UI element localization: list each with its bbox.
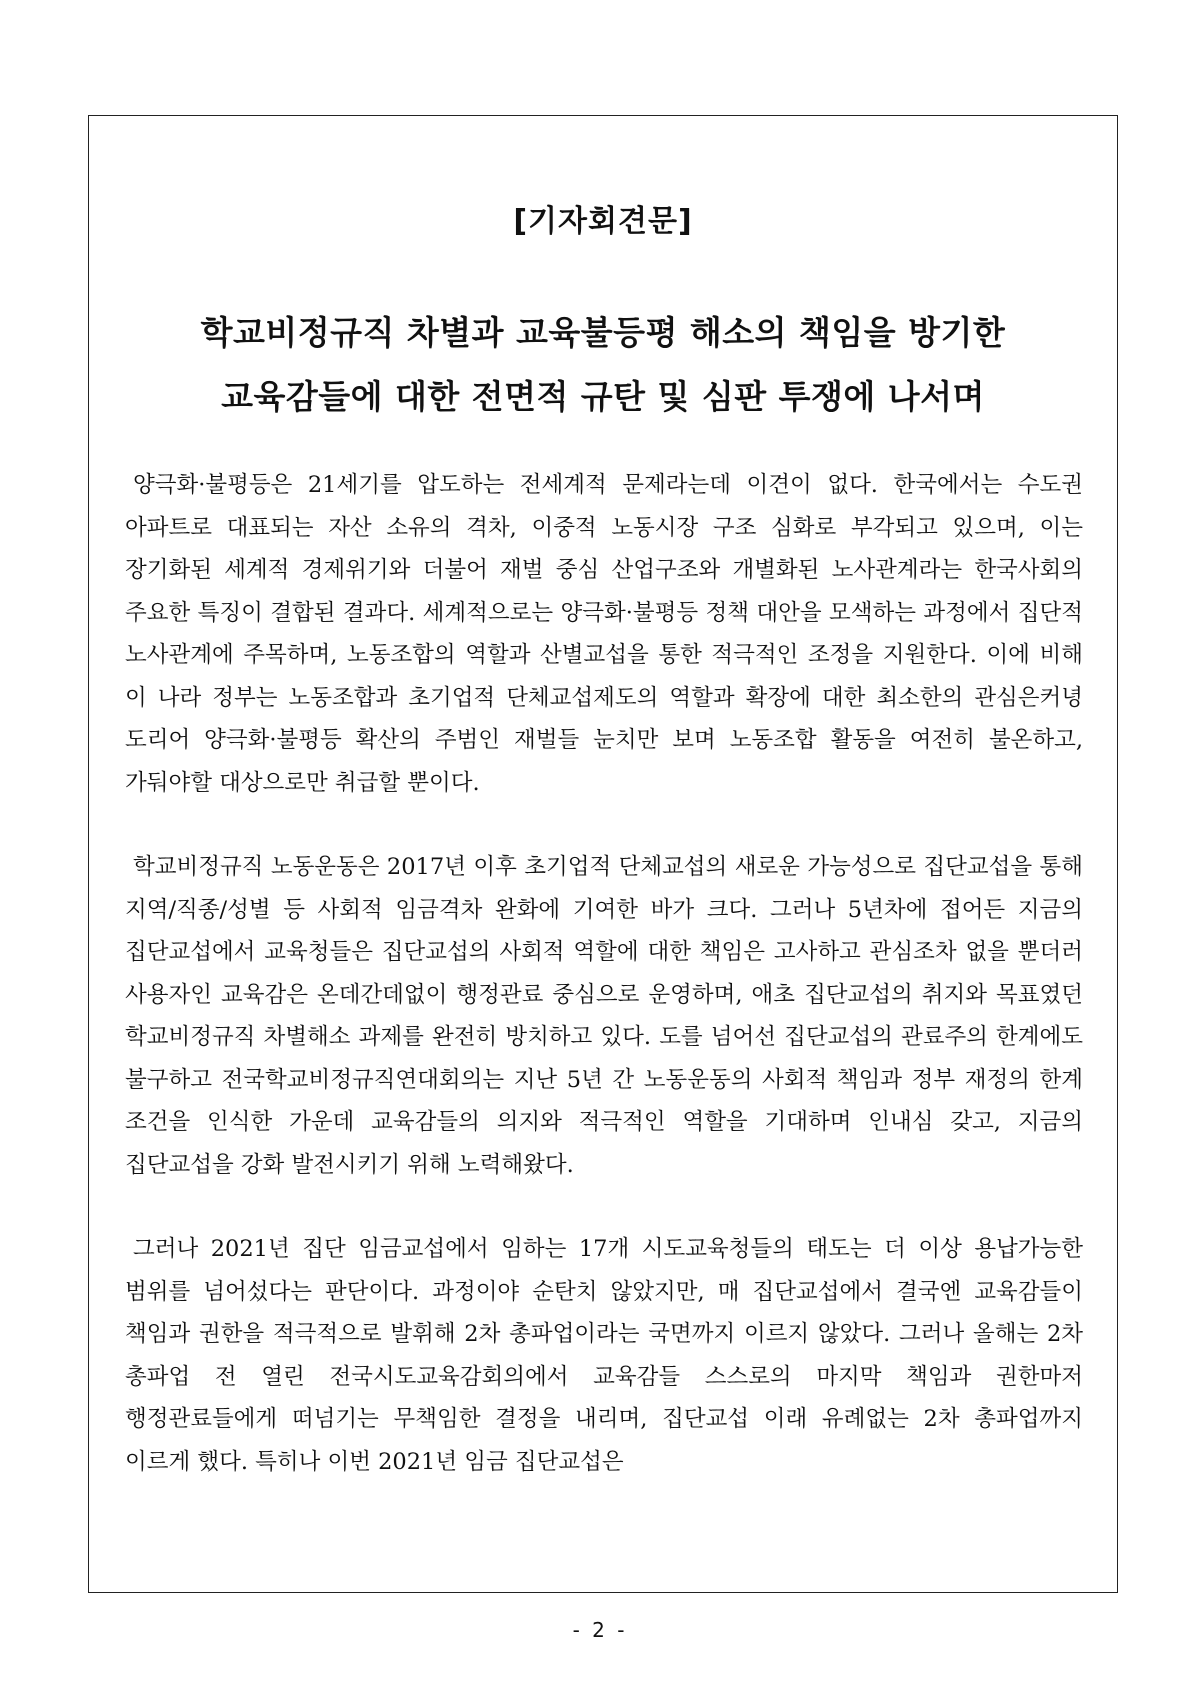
document-body — [125, 464, 1083, 1525]
title-line-2: 교육감들에 대한 전면적 규탄 및 심판 투쟁에 나서며 — [221, 377, 985, 416]
paragraph-3: 그러나 2021년 집단 임금교섭에서 임하는 17개 시도교육청들의 태도는 더 이상 용납가능한 범위를 넘어섰다는 판단이다. 과정이야 순탄치 않았지만, 매 집단교섭에서 결국엔 교육감들이 책임과 권한을 적극적으로 발휘해 2차 총파업이라는 국면까지 이르지 않았다. 그러나 올해는 2차 총파업 전 열린 전국시도교육감회의에서 교육감들 스스로의 마지막 책임과 권한마저 행정관료들에게 떠넘기는 무책임한 결정을 내리며, 집단교섭 이래 유례없는 2차 총파업까지 이르게 했다. 특히나 이번 2021년 임금 집단교섭은 — [125, 1236, 1083, 1475]
document-type-heading: [기자회견문] — [513, 204, 693, 239]
paragraph-2: 학교비정규직 노동운동은 2017년 이후 초기업적 단체교섭의 새로운 가능성으로 집단교섭을 통해 지역/직종/성별 등 사회적 임금격차 완화에 기여한 바가 크다. 그러나 5년차에 접어든 지금의 집단교섭에서 교육청들은 집단교섭의 사회적 역할에 대한 책임은 고사하고 관심조차 없을 뿐더러 사용자인 교육감은 온데간데없이 행정관료 중심으로 운영하며, 애초 집단교섭의 취지와 목표였던 학교비정규직 차별해소 과제를 완전히 방치하고 있다. 도를 넘어선 집단교섭의 관료주의 한계에도 불구하고 전국학교비정규직연대회의는 지난 5년 간 노동운동의 사회적 책임과 정부 재정의 한계 조건을 인식한 가운데 교육감들의 의지와 적극적인 역할을 기대하며 인내심 갖고, 지금의 집단교섭을 강화 발전시키기 위해 노력해왔다. — [125, 854, 1083, 1178]
document-title — [89, 301, 1117, 429]
title-line-1: 학교비정규직 차별과 교육불등평 해소의 책임을 방기한 — [200, 313, 1006, 352]
paragraph-1: 양극화·불평등은 21세기를 압도하는 전세계적 문제라는데 이견이 없다. 한국에서는 수도권 아파트로 대표되는 자산 소유의 격차, 이중적 노동시장 구조 심화로 부각되고 있으며, 이는 장기화된 세계적 경제위기와 더불어 재벌 중심 산업구조와 개별화된 노사관계라는 한국사회의 주요한 특징이 결합된 결과다. 세계적으로는 양극화·불평등 정책 대안을 모색하는 과정에서 집단적 노사관계에 주목하며, 노동조합의 역할과 산별교섭을 통한 적극적인 조정을 지원한다. 이에 비해 이 나라 정부는 노동조합과 초기업적 단체교섭제도의 역할과 확장에 대한 최소한의 관심은커녕 도리어 양극화·불평등 확산의 주범인 재벌들 눈치만 보며 노동조합 활동을 여전히 불온하고, 가둬야할 대상으로만 취급할 뿐이다. — [125, 472, 1083, 796]
document-frame — [88, 115, 1118, 1593]
page-number: - 2 - — [572, 1618, 628, 1642]
